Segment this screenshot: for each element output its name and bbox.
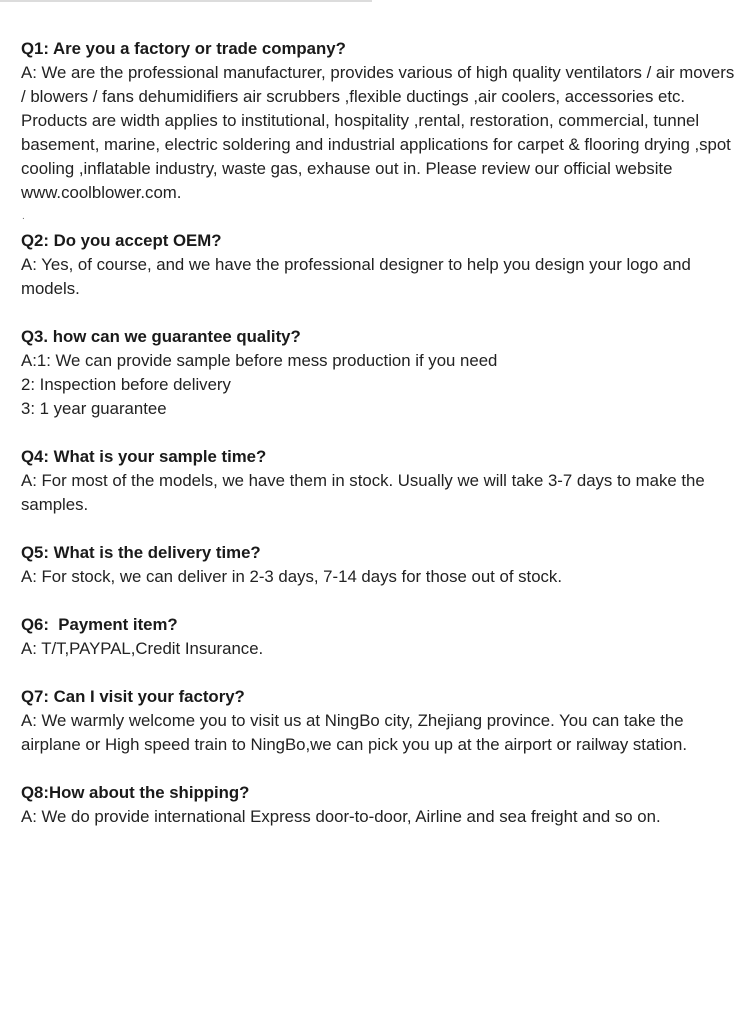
question-q7: Q7: Can I visit your factory? xyxy=(21,687,245,706)
faq-item-q5 xyxy=(21,541,737,589)
faq-item-q8 xyxy=(21,781,737,829)
faq-item-q4 xyxy=(21,445,737,517)
faq-item-q3 xyxy=(21,325,737,421)
faq-item-q6 xyxy=(21,613,737,661)
answer-q3-line-1: A:1: We can provide sample before mess production if you need xyxy=(21,351,498,370)
top-divider xyxy=(0,0,372,2)
question-q3: Q3. how can we guarantee quality? xyxy=(21,327,301,346)
answer-q3-line-2: 2: Inspection before delivery xyxy=(21,375,231,394)
question-q6: Q6: Payment item? xyxy=(21,615,178,634)
answer-q5-line-1: A: For stock, we can deliver in 2-3 days, 7-14 days for those out of stock. xyxy=(21,567,562,586)
answer-q3-line-3: 3: 1 year guarantee xyxy=(21,399,167,418)
question-q8: Q8:How about the shipping? xyxy=(21,783,250,802)
question-q5: Q5: What is the delivery time? xyxy=(21,543,261,562)
answer-q4-line-1: A: For most of the models, we have them in stock. Usually we will take 3-7 days to make the samples. xyxy=(21,471,705,514)
answer-q8-line-1: A: We do provide international Express door-to-door, Airline and sea freight and so on. xyxy=(21,807,661,826)
faq-item-q7 xyxy=(21,685,737,757)
answer-q2-line-1: A: Yes, of course, and we have the professional designer to help you design your logo and models. xyxy=(21,255,691,298)
answer-q6-line-1: A: T/T,PAYPAL,Credit Insurance. xyxy=(21,639,264,658)
faq-list xyxy=(21,37,737,853)
stray-dot: . xyxy=(22,211,25,222)
question-q2: Q2: Do you accept OEM? xyxy=(21,231,222,250)
answer-q1-line-1: A: We are the professional manufacturer, provides various of high quality ventilators / air movers / blowers / fans dehumidifiers air scrubbers ,flexible ductings ,air coolers, accessories etc. xyxy=(21,63,735,106)
answer-q7-line-1: A: We warmly welcome you to visit us at NingBo city, Zhejiang province. You can take the airplane or High speed train to NingBo,we can pick you up at the airport or railway station. xyxy=(21,711,688,754)
faq-item-q1 xyxy=(21,37,737,229)
faq-item-q2 xyxy=(21,229,737,301)
answer-q1-line-2: Products are width applies to institutional, hospitality ,rental, restoration, commercial, tunnel basement, marine, electric soldering and industrial applications for carpet & flooring drying ,spot cooling ,inflatable industry, waste gas, exhause out in. Please review our official website www.coolblower.com. xyxy=(21,111,731,202)
question-q1: Q1: Are you a factory or trade company? xyxy=(21,39,346,58)
question-q4: Q4: What is your sample time? xyxy=(21,447,267,466)
